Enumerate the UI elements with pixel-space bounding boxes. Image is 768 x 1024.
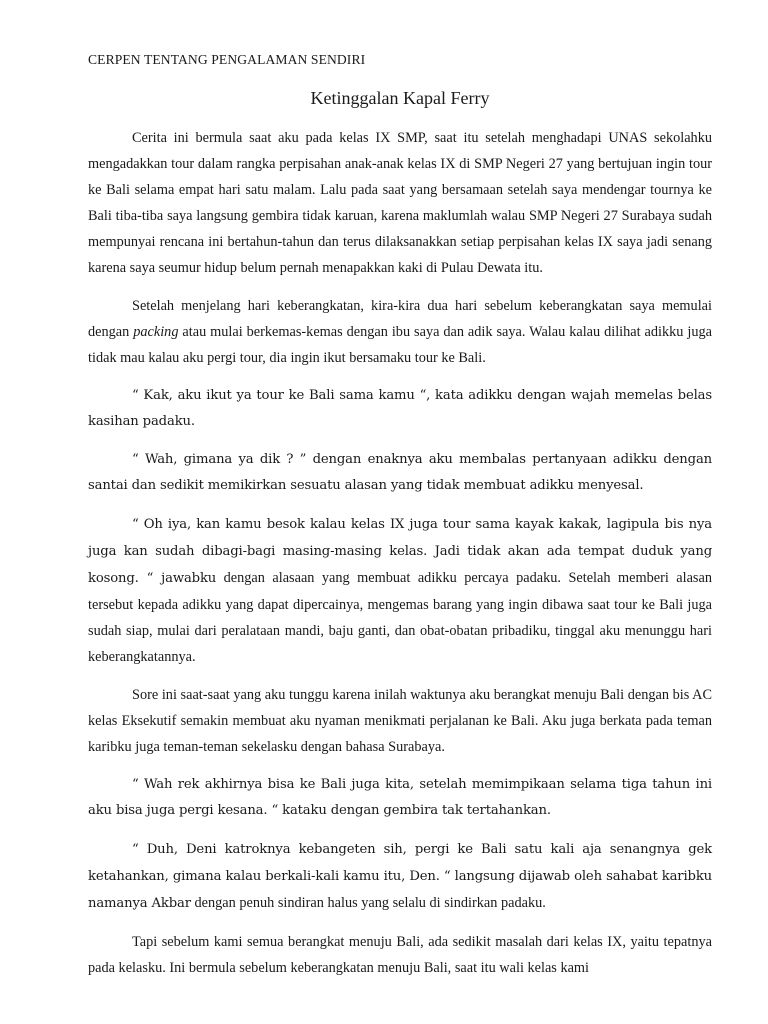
paragraph-2 (88, 293, 712, 371)
dialog-paragraph-3-narration: dengan alasaan yang membuat adikku percaya padaku. Setelah memberi alasan tersebut kepada adikku yang dapat dipercainya, mengemas barang yang ingin dibawa saat tour ke Bali juga sudah siap, mulai dari peralataan mandi, baju ganti, dan obat-obatan pribadiku, tinggal aku menunggu hari keberangkatannya. (88, 570, 712, 665)
dialog-paragraph-4: “ Wah rek akhirnya bisa ke Bali juga kita, setelah memimpikaan selama tiga tahun ini aku bisa juga pergi kesana. “ kataku dengan gembira tak tertahankan. (88, 777, 712, 818)
paragraph-6: Sore ini saat-saat yang aku tunggu karena inilah waktunya aku berangkat menuju Bali dengan bis AC kelas Eksekutif semakin membuat aku nyaman menikmati perjalanan ke Bali. Aku juga berkata pada teman karibku juga teman-teman sekelasku dengan bahasa Surabaya. (88, 687, 712, 755)
paragraph-2-italic-word: packing (133, 324, 179, 340)
paragraph-9: Tapi sebelum kami semua berangkat menuju Bali, ada sedikit masalah dari kelas IX, yaitu tepatnya pada kelasku. Ini bermula sebelum keberangkatan menuju Bali, saat itu wali kelas kami (88, 934, 712, 976)
paragraph-2-start: Setelah menjelang hari keberangkatan, kira-kira dua hari sebelum keberangkatan saya memulai dengan (88, 298, 712, 340)
story-title: Ketinggalan Kapal Ferry (310, 88, 490, 108)
paragraph-1: Cerita ini bermula saat aku pada kelas IX SMP, saat itu setelah menghadapi UNAS sekolahku mengadakkan tour dalam rangka perpisahan anak-anak kelas IX di SMP Negeri 27 yang bertujuan ingin tour ke Bali selama empat hari satu malam. Lalu pada saat yang bersamaan setelah saya mendengar tournya ke Bali tiba-tiba saya langsung gembira tidak karuan, karena maklumlah walau SMP Negeri 27 Surabaya sudah mempunyai rencana ini bertahun-tahun dan terus dilaksanakkan setiap perpisahan kelas IX saya jadi senang karena saya seumur hidup belum pernah menapakkan kaki di Pulau Dewata itu. (88, 130, 712, 276)
paragraph-2-end: atau mulai berkemas-kemas dengan ibu saya dan adik saya. Walau kalau dilihat adikku juga tidak mau kalau aku pergi tour, dia ingin ikut bersamaku tour ke Bali. (88, 324, 713, 366)
dialog-paragraph-2: “ Wah, gimana ya dik ? ” dengan enaknya aku membalas pertanyaan adikku dengan santai dan sedikit memikirkan sesuatu alasan yang tidak membuat adikku menyesal. (88, 452, 712, 493)
document-header: CERPEN TENTANG PENGALAMAN SENDIRI (88, 52, 366, 67)
dialog-paragraph-5 (88, 836, 712, 917)
dialog-paragraph-5-quote: “ Duh, Deni katroknya kebangeten sih, pergi ke Bali satu kali aja senangnya gek ketahankan, gimana kalau berkali-kali kamu itu, Den. “ langsung dijawab oleh sahabat karibku namanya Akbar (88, 842, 712, 911)
dialog-paragraph-1: “ Kak, aku ikut ya tour ke Bali sama kamu “, kata adikku dengan wajah memelas belas kasihan padaku. (88, 388, 712, 429)
dialog-paragraph-3-quote: “ Oh iya, kan kamu besok kalau kelas IX juga tour sama kayak kakak, lagipula bis nya juga kan sudah dibagi-bagi masing-masing kelas. Jadi tidak akan ada tempat duduk yang kosong. “ jawabku (88, 517, 712, 586)
dialog-paragraph-3 (88, 511, 712, 670)
dialog-paragraph-5-narration: dengan penuh sindiran halus yang selalu di sindirkan padaku. (190, 895, 546, 911)
